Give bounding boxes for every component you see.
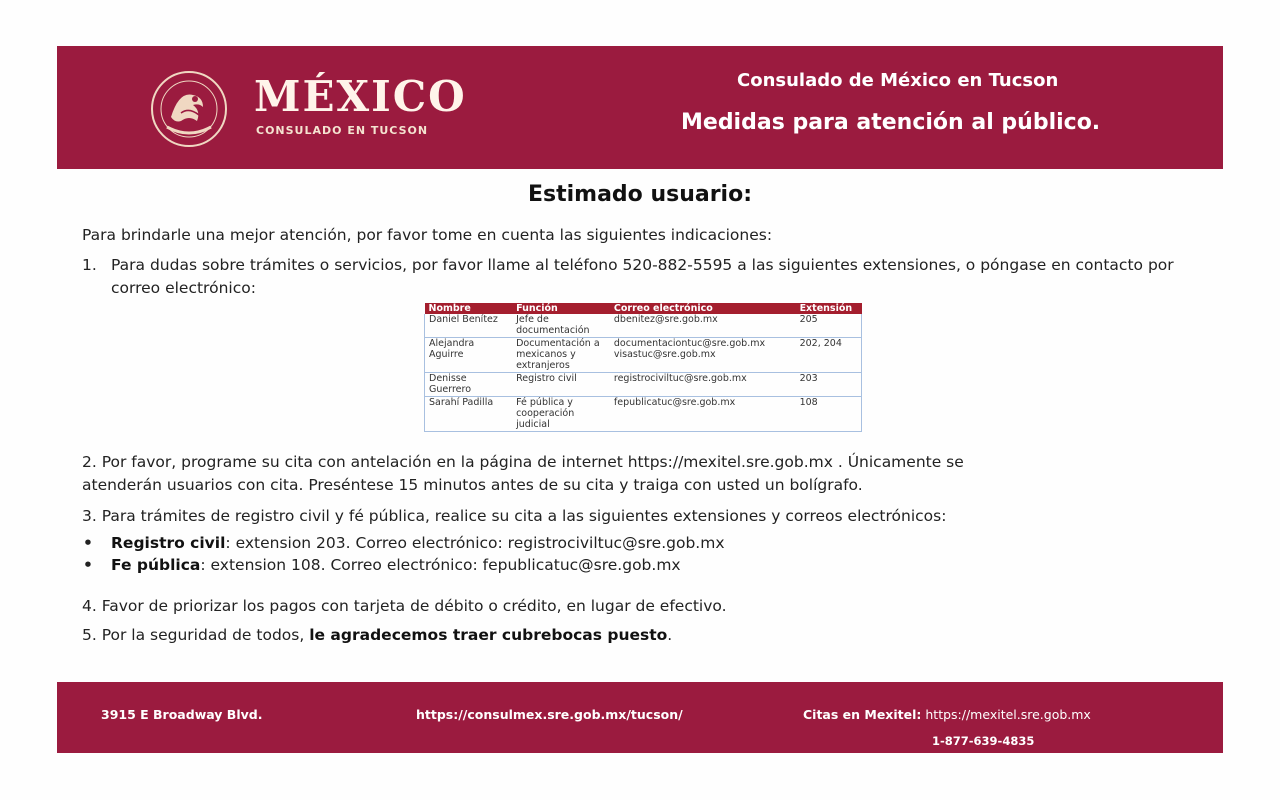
table-cell: Sarahí Padilla bbox=[425, 397, 513, 432]
table-cell: 202, 204 bbox=[796, 338, 862, 373]
table-cell: 205 bbox=[796, 314, 862, 338]
table-row bbox=[425, 373, 862, 397]
footer-citas bbox=[803, 707, 1091, 722]
footer-website-link[interactable]: https://consulmex.sre.gob.mx/tucson/ bbox=[416, 707, 683, 722]
coat-of-arms-seal-icon bbox=[141, 69, 237, 149]
bullet-text: : extension 108. Correo electrónico: fepublicatuc@sre.gob.mx bbox=[200, 556, 681, 574]
item5-text bbox=[82, 626, 672, 644]
table-cell: 203 bbox=[796, 373, 862, 397]
table-header-cell: Extensión bbox=[796, 303, 862, 314]
consulate-name: Consulado de México en Tucson bbox=[737, 70, 1059, 91]
logo-title: MÉXICO bbox=[254, 72, 467, 121]
table-cell: Daniel Benítez bbox=[425, 314, 513, 338]
footer-citas-link[interactable]: https://mexitel.sre.gob.mx bbox=[921, 707, 1091, 722]
page-title: Medidas para atención al público. bbox=[681, 110, 1101, 135]
table-header-cell: Función bbox=[512, 303, 610, 314]
contacts-table bbox=[424, 303, 862, 432]
footer-address: 3915 E Broadway Blvd. bbox=[101, 707, 263, 722]
item5-start: 5. Por la seguridad de todos, bbox=[82, 626, 310, 644]
bullet-label: Fe pública bbox=[111, 556, 201, 574]
item3-text: 3. Para trámites de registro civil y fé pública, realice su cita a las siguientes extensiones y correos electrónicos: bbox=[82, 507, 947, 525]
table-row bbox=[425, 338, 862, 373]
bullet-dot-icon: • bbox=[83, 556, 93, 574]
item2-line2: atenderán usuarios con cita. Preséntese 15 minutos antes de su cita y traiga con usted un bolígrafo. bbox=[82, 476, 863, 494]
item1-text: Para dudas sobre trámites o servicios, por favor llame al teléfono 520-882-5595 a las siguientes extensiones, o póngase en contacto por correo electrónico: bbox=[111, 256, 1174, 297]
table-row bbox=[425, 314, 862, 338]
table-cell-email: dbenitez@sre.gob.mx bbox=[610, 314, 796, 338]
bullet-text: : extension 203. Correo electrónico: registrociviltuc@sre.gob.mx bbox=[225, 534, 725, 552]
footer-banner bbox=[57, 682, 1223, 753]
greeting-heading: Estimado usuario: bbox=[527, 182, 753, 207]
table-header-cell: Correo electrónico bbox=[610, 303, 796, 314]
table-header-row bbox=[425, 303, 862, 314]
table-cell: Jefe de documentación bbox=[512, 314, 610, 338]
bullet-fe-publica bbox=[83, 556, 681, 574]
item5-emphasis: le agradecemos traer cubrebocas puesto bbox=[309, 626, 668, 644]
item1-number: 1. bbox=[82, 256, 97, 274]
logo-subtitle: CONSULADO EN TUCSON bbox=[256, 124, 429, 137]
footer-phone: 1-877-639-4835 bbox=[932, 734, 1035, 748]
item4-text: 4. Favor de priorizar los pagos con tarjeta de débito o crédito, en lugar de efectivo. bbox=[82, 597, 727, 615]
table-cell-email: registrociviltuc@sre.gob.mx bbox=[610, 373, 796, 397]
bullet-dot-icon: • bbox=[83, 534, 93, 552]
table-cell: Registro civil bbox=[512, 373, 610, 397]
table-cell: Fé pública y cooperación judicial bbox=[512, 397, 610, 432]
table-cell: Alejandra Aguirre bbox=[425, 338, 513, 373]
table-header-cell: Nombre bbox=[425, 303, 513, 314]
footer-citas-label: Citas en Mexitel: bbox=[803, 707, 922, 722]
intro-paragraph: Para brindarle una mejor atención, por favor tome en cuenta las siguientes indicaciones: bbox=[82, 226, 773, 244]
item2-line1: 2. Por favor, programe su cita con antelación en la página de internet https://mexitel.sre.gob.mx . Únicamente se bbox=[82, 453, 964, 471]
table-cell: Documentación a mexicanos y extranjeros bbox=[512, 338, 610, 373]
header-banner bbox=[57, 46, 1223, 169]
item5-end: . bbox=[667, 626, 673, 644]
bullet-label: Registro civil bbox=[111, 534, 226, 552]
table-row bbox=[425, 397, 862, 432]
table-cell-email: documentaciontuc@sre.gob.mx visastuc@sre.gob.mx bbox=[610, 338, 796, 373]
table-cell-email: fepublicatuc@sre.gob.mx bbox=[610, 397, 796, 432]
table-cell: 108 bbox=[796, 397, 862, 432]
bullet-registro-civil bbox=[83, 534, 725, 552]
table-cell: Denisse Guerrero bbox=[425, 373, 513, 397]
